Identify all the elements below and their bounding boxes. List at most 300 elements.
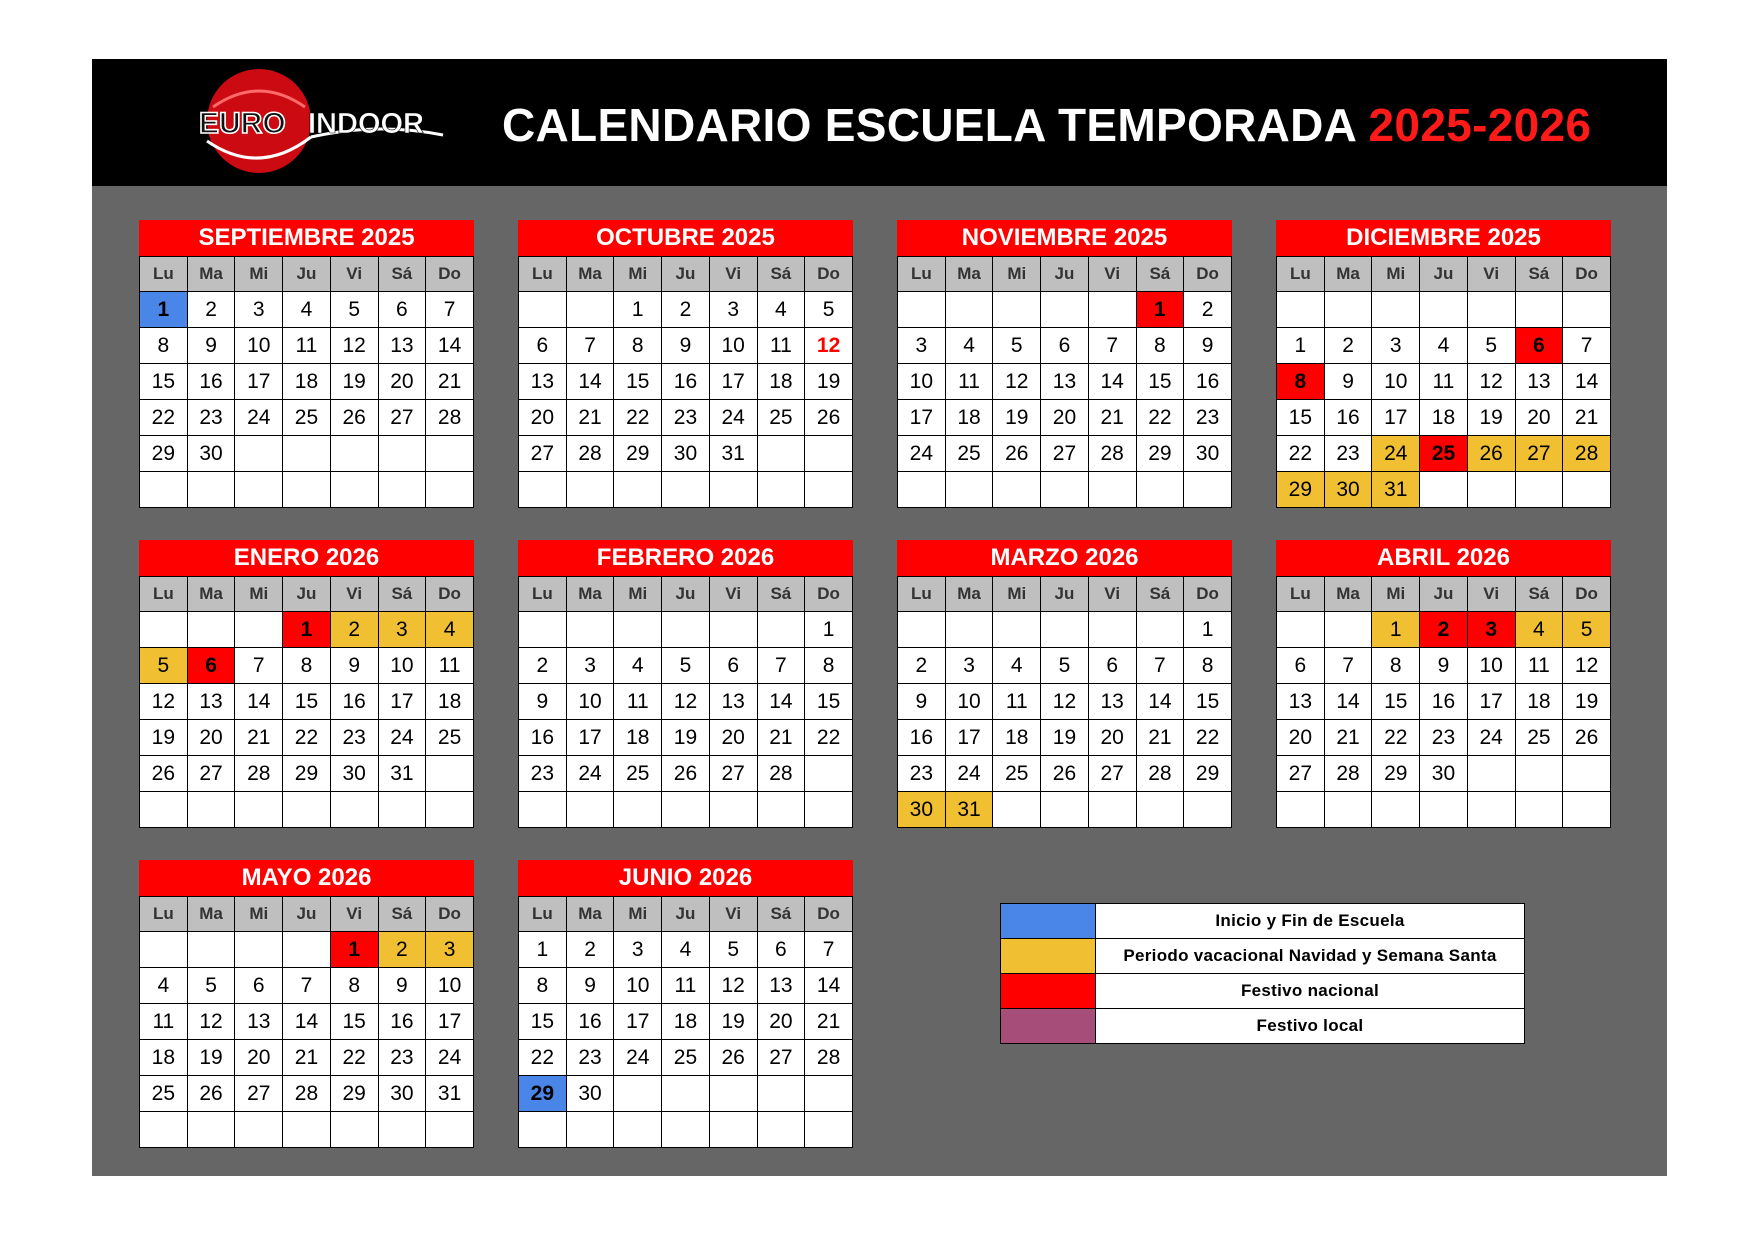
day-cell: 9 — [519, 684, 567, 720]
day-cell: 6 — [1088, 648, 1136, 684]
day-cell: 6 — [1277, 648, 1325, 684]
empty-day-cell — [1563, 292, 1611, 328]
day-cell: 31 — [709, 436, 757, 472]
empty-day-cell — [566, 792, 614, 828]
day-cell: 12 — [1467, 364, 1515, 400]
day-cell: 7 — [1324, 648, 1372, 684]
day-cell: 1 — [614, 292, 662, 328]
title-main: CALENDARIO ESCUELA TEMPORADA — [502, 99, 1356, 151]
day-cell: 7 — [426, 292, 474, 328]
day-cell: 10 — [1467, 648, 1515, 684]
day-cell: 16 — [330, 684, 378, 720]
day-cell: 19 — [1467, 400, 1515, 436]
day-cell: 12 — [1563, 648, 1611, 684]
empty-day-cell — [662, 472, 710, 508]
empty-day-cell — [662, 792, 710, 828]
day-cell: 24 — [566, 756, 614, 792]
day-cell: 28 — [1563, 436, 1611, 472]
day-cell: 11 — [945, 364, 993, 400]
day-cell: 5 — [662, 648, 710, 684]
day-cell: 29 — [519, 1076, 567, 1112]
weekday-header-row — [519, 257, 853, 292]
day-cell: 30 — [898, 792, 946, 828]
empty-day-cell — [140, 932, 188, 968]
weekday-label: Sá — [757, 257, 805, 292]
week-row — [140, 436, 474, 472]
day-cell: 26 — [140, 756, 188, 792]
day-cell: 11 — [757, 328, 805, 364]
month-calendar — [139, 860, 474, 1148]
weekday-label: Mi — [614, 577, 662, 612]
week-row — [519, 1004, 853, 1040]
weekday-label: Do — [805, 257, 853, 292]
day-cell: 26 — [805, 400, 853, 436]
weekday-label: Do — [1563, 257, 1611, 292]
day-cell: 14 — [1088, 364, 1136, 400]
day-cell: 28 — [566, 436, 614, 472]
week-row — [140, 364, 474, 400]
day-cell: 23 — [1324, 436, 1372, 472]
week-row — [140, 648, 474, 684]
empty-day-cell — [1041, 792, 1089, 828]
day-cell: 3 — [945, 648, 993, 684]
legend — [1000, 903, 1525, 1044]
day-cell: 4 — [1420, 328, 1468, 364]
week-row — [519, 792, 853, 828]
day-cell: 23 — [519, 756, 567, 792]
empty-day-cell — [519, 792, 567, 828]
day-cell: 2 — [662, 292, 710, 328]
empty-day-cell — [1467, 792, 1515, 828]
day-cell: 18 — [283, 364, 331, 400]
month-title: ENERO 2026 — [139, 540, 474, 576]
empty-day-cell — [330, 436, 378, 472]
day-cell: 29 — [283, 756, 331, 792]
week-row — [898, 472, 1232, 508]
empty-day-cell — [1041, 292, 1089, 328]
week-row — [140, 968, 474, 1004]
month-title: MARZO 2026 — [897, 540, 1232, 576]
day-cell: 7 — [757, 648, 805, 684]
empty-day-cell — [709, 1076, 757, 1112]
legend-label: Periodo vacacional Navidad y Semana Santa — [1096, 939, 1525, 974]
empty-day-cell — [709, 792, 757, 828]
day-cell: 23 — [330, 720, 378, 756]
day-cell: 7 — [1136, 648, 1184, 684]
day-cell: 3 — [235, 292, 283, 328]
day-cell: 9 — [662, 328, 710, 364]
weekday-label: Ma — [945, 577, 993, 612]
empty-day-cell — [235, 932, 283, 968]
weekday-label: Vi — [330, 577, 378, 612]
day-cell: 23 — [187, 400, 235, 436]
weekday-label: Ma — [945, 257, 993, 292]
week-row — [898, 364, 1232, 400]
empty-day-cell — [566, 292, 614, 328]
day-cell: 5 — [1563, 612, 1611, 648]
week-row — [898, 648, 1232, 684]
weekday-label: Ju — [1420, 577, 1468, 612]
day-cell: 14 — [235, 684, 283, 720]
day-cell: 4 — [426, 612, 474, 648]
empty-day-cell — [709, 1112, 757, 1148]
day-cell: 10 — [378, 648, 426, 684]
weekday-label: Mi — [235, 577, 283, 612]
day-cell: 25 — [945, 436, 993, 472]
empty-day-cell — [805, 792, 853, 828]
day-cell: 24 — [378, 720, 426, 756]
day-cell: 9 — [566, 968, 614, 1004]
empty-day-cell — [805, 472, 853, 508]
month-calendar — [518, 860, 853, 1148]
empty-day-cell — [283, 932, 331, 968]
weekday-label: Mi — [614, 257, 662, 292]
day-cell: 4 — [614, 648, 662, 684]
month-calendar — [139, 540, 474, 828]
empty-day-cell — [757, 436, 805, 472]
day-cell: 21 — [805, 1004, 853, 1040]
weekday-label: Lu — [1277, 577, 1325, 612]
day-cell: 21 — [426, 364, 474, 400]
day-cell: 9 — [1184, 328, 1232, 364]
day-cell: 30 — [566, 1076, 614, 1112]
week-row — [519, 472, 853, 508]
day-cell: 5 — [1467, 328, 1515, 364]
week-row — [519, 720, 853, 756]
empty-day-cell — [519, 292, 567, 328]
month-title: OCTUBRE 2025 — [518, 220, 853, 256]
day-cell: 19 — [140, 720, 188, 756]
weekday-header-row — [1277, 577, 1611, 612]
empty-day-cell — [235, 612, 283, 648]
weekday-header-row — [898, 577, 1232, 612]
week-row — [898, 720, 1232, 756]
weekday-label: Ma — [187, 897, 235, 932]
day-cell: 29 — [1372, 756, 1420, 792]
week-row — [1277, 328, 1611, 364]
day-cell: 25 — [140, 1076, 188, 1112]
weekday-label: Sá — [378, 577, 426, 612]
day-cell: 2 — [566, 932, 614, 968]
month-calendar — [139, 220, 474, 508]
day-cell: 14 — [1324, 684, 1372, 720]
weekday-label: Mi — [235, 257, 283, 292]
empty-day-cell — [1136, 612, 1184, 648]
weekday-label: Vi — [1467, 257, 1515, 292]
weekday-label: Do — [426, 897, 474, 932]
empty-day-cell — [993, 472, 1041, 508]
empty-day-cell — [757, 1112, 805, 1148]
day-cell: 26 — [993, 436, 1041, 472]
day-cell: 23 — [566, 1040, 614, 1076]
day-cell: 3 — [378, 612, 426, 648]
empty-day-cell — [187, 472, 235, 508]
weekday-label: Lu — [519, 257, 567, 292]
day-cell: 6 — [1041, 328, 1089, 364]
day-cell: 14 — [1136, 684, 1184, 720]
day-cell: 28 — [757, 756, 805, 792]
day-cell: 17 — [1372, 400, 1420, 436]
empty-day-cell — [519, 472, 567, 508]
day-cell: 22 — [283, 720, 331, 756]
weekday-label: Vi — [330, 897, 378, 932]
empty-day-cell — [1088, 612, 1136, 648]
empty-day-cell — [805, 1112, 853, 1148]
day-cell: 21 — [235, 720, 283, 756]
day-cell: 8 — [805, 648, 853, 684]
weekday-label: Mi — [1372, 257, 1420, 292]
weekday-header-row — [140, 257, 474, 292]
day-cell: 27 — [519, 436, 567, 472]
weekday-label: Sá — [757, 577, 805, 612]
day-cell: 30 — [1420, 756, 1468, 792]
day-cell: 27 — [757, 1040, 805, 1076]
day-cell: 2 — [1324, 328, 1372, 364]
day-cell: 4 — [757, 292, 805, 328]
weekday-label: Ma — [1324, 577, 1372, 612]
day-cell: 16 — [566, 1004, 614, 1040]
empty-day-cell — [1041, 472, 1089, 508]
weekday-label: Ju — [283, 897, 331, 932]
day-cell: 9 — [330, 648, 378, 684]
weekday-label: Do — [1563, 577, 1611, 612]
day-cell: 9 — [1324, 364, 1372, 400]
empty-day-cell — [805, 436, 853, 472]
empty-day-cell — [662, 1112, 710, 1148]
week-row — [1277, 436, 1611, 472]
day-cell: 2 — [378, 932, 426, 968]
day-cell: 21 — [566, 400, 614, 436]
day-cell: 9 — [187, 328, 235, 364]
day-cell: 13 — [519, 364, 567, 400]
day-cell: 14 — [426, 328, 474, 364]
empty-day-cell — [1515, 756, 1563, 792]
day-cell: 8 — [283, 648, 331, 684]
day-cell: 29 — [1277, 472, 1325, 508]
day-cell: 31 — [945, 792, 993, 828]
empty-day-cell — [1088, 792, 1136, 828]
day-cell: 11 — [993, 684, 1041, 720]
day-cell: 4 — [283, 292, 331, 328]
day-cell: 17 — [709, 364, 757, 400]
empty-day-cell — [426, 436, 474, 472]
empty-day-cell — [378, 1112, 426, 1148]
day-cell: 8 — [330, 968, 378, 1004]
weekday-label: Do — [805, 577, 853, 612]
month-title: SEPTIEMBRE 2025 — [139, 220, 474, 256]
day-cell: 22 — [330, 1040, 378, 1076]
day-cell: 5 — [187, 968, 235, 1004]
weekday-header-row — [140, 897, 474, 932]
empty-day-cell — [805, 756, 853, 792]
week-row — [898, 792, 1232, 828]
day-cell: 9 — [378, 968, 426, 1004]
day-cell: 16 — [378, 1004, 426, 1040]
empty-day-cell — [614, 1076, 662, 1112]
week-row — [140, 1040, 474, 1076]
empty-day-cell — [140, 792, 188, 828]
empty-day-cell — [330, 1112, 378, 1148]
day-cell: 25 — [757, 400, 805, 436]
day-cell: 7 — [1563, 328, 1611, 364]
day-cell: 3 — [1467, 612, 1515, 648]
day-cell: 15 — [283, 684, 331, 720]
month-title: ABRIL 2026 — [1276, 540, 1611, 576]
empty-day-cell — [140, 472, 188, 508]
day-cell: 7 — [1088, 328, 1136, 364]
day-cell: 1 — [519, 932, 567, 968]
week-row — [140, 1076, 474, 1112]
day-cell: 2 — [330, 612, 378, 648]
day-cell: 18 — [1420, 400, 1468, 436]
empty-day-cell — [426, 472, 474, 508]
empty-day-cell — [993, 612, 1041, 648]
empty-day-cell — [945, 472, 993, 508]
day-cell: 21 — [1563, 400, 1611, 436]
empty-day-cell — [330, 792, 378, 828]
day-cell: 11 — [662, 968, 710, 1004]
day-cell: 24 — [1467, 720, 1515, 756]
day-cell: 15 — [519, 1004, 567, 1040]
week-row — [1277, 292, 1611, 328]
day-cell: 18 — [614, 720, 662, 756]
legend-label: Festivo local — [1096, 1009, 1525, 1044]
weekday-label: Ju — [1420, 257, 1468, 292]
weekday-label: Sá — [1515, 257, 1563, 292]
day-cell: 8 — [140, 328, 188, 364]
day-cell: 22 — [805, 720, 853, 756]
day-cell: 6 — [235, 968, 283, 1004]
day-cell: 14 — [566, 364, 614, 400]
day-cell: 2 — [519, 648, 567, 684]
day-cell: 7 — [566, 328, 614, 364]
weekday-label: Ma — [566, 257, 614, 292]
empty-day-cell — [235, 472, 283, 508]
day-cell: 27 — [1041, 436, 1089, 472]
weekday-label: Ma — [187, 257, 235, 292]
day-cell: 11 — [140, 1004, 188, 1040]
day-cell: 5 — [140, 648, 188, 684]
empty-day-cell — [1324, 612, 1372, 648]
day-cell: 19 — [1563, 684, 1611, 720]
week-row — [1277, 472, 1611, 508]
empty-day-cell — [1467, 756, 1515, 792]
day-cell: 16 — [898, 720, 946, 756]
month-title: DICIEMBRE 2025 — [1276, 220, 1611, 256]
weekday-label: Do — [426, 257, 474, 292]
day-cell: 22 — [140, 400, 188, 436]
day-cell: 16 — [1420, 684, 1468, 720]
day-cell: 5 — [709, 932, 757, 968]
week-row — [898, 612, 1232, 648]
day-cell: 8 — [1277, 364, 1325, 400]
weekday-label: Ju — [662, 897, 710, 932]
day-cell: 6 — [1515, 328, 1563, 364]
day-cell: 18 — [426, 684, 474, 720]
empty-day-cell — [378, 792, 426, 828]
legend-row — [1001, 939, 1525, 974]
empty-day-cell — [1324, 792, 1372, 828]
day-cell: 2 — [898, 648, 946, 684]
title-years: 2025-2026 — [1368, 99, 1592, 151]
day-cell: 31 — [426, 1076, 474, 1112]
day-cell: 13 — [757, 968, 805, 1004]
weekday-label: Lu — [140, 897, 188, 932]
day-cell: 28 — [1324, 756, 1372, 792]
day-cell: 9 — [898, 684, 946, 720]
legend-row — [1001, 904, 1525, 939]
month-grid — [518, 576, 853, 828]
empty-day-cell — [378, 436, 426, 472]
month-calendar — [1276, 220, 1611, 508]
empty-day-cell — [566, 1112, 614, 1148]
day-cell: 25 — [993, 756, 1041, 792]
day-cell: 2 — [187, 292, 235, 328]
day-cell: 15 — [1372, 684, 1420, 720]
day-cell: 3 — [614, 932, 662, 968]
empty-day-cell — [426, 1112, 474, 1148]
day-cell: 21 — [1324, 720, 1372, 756]
day-cell: 17 — [566, 720, 614, 756]
empty-day-cell — [1324, 292, 1372, 328]
month-calendar — [897, 220, 1232, 508]
empty-day-cell — [1184, 472, 1232, 508]
day-cell: 30 — [1184, 436, 1232, 472]
day-cell: 24 — [235, 400, 283, 436]
day-cell: 1 — [140, 292, 188, 328]
empty-day-cell — [614, 472, 662, 508]
weekday-label: Ma — [187, 577, 235, 612]
day-cell: 12 — [662, 684, 710, 720]
day-cell: 6 — [378, 292, 426, 328]
weekday-header-row — [140, 577, 474, 612]
day-cell: 5 — [805, 292, 853, 328]
day-cell: 25 — [614, 756, 662, 792]
day-cell: 28 — [805, 1040, 853, 1076]
day-cell: 20 — [1277, 720, 1325, 756]
weekday-label: Sá — [1136, 577, 1184, 612]
empty-day-cell — [235, 792, 283, 828]
weekday-label: Vi — [1088, 577, 1136, 612]
day-cell: 5 — [1041, 648, 1089, 684]
day-cell: 17 — [898, 400, 946, 436]
day-cell: 1 — [805, 612, 853, 648]
day-cell: 14 — [805, 968, 853, 1004]
month-calendar — [518, 540, 853, 828]
day-cell: 25 — [1515, 720, 1563, 756]
day-cell: 8 — [1136, 328, 1184, 364]
empty-day-cell — [1136, 472, 1184, 508]
day-cell: 9 — [1420, 648, 1468, 684]
month-grid — [139, 256, 474, 508]
day-cell: 18 — [757, 364, 805, 400]
day-cell: 10 — [614, 968, 662, 1004]
day-cell: 22 — [1184, 720, 1232, 756]
empty-day-cell — [898, 612, 946, 648]
week-row — [519, 1076, 853, 1112]
weekday-label: Mi — [993, 257, 1041, 292]
weekday-label: Sá — [757, 897, 805, 932]
week-row — [140, 400, 474, 436]
week-row — [898, 328, 1232, 364]
weekday-label: Lu — [519, 897, 567, 932]
day-cell: 10 — [1372, 364, 1420, 400]
day-cell: 17 — [945, 720, 993, 756]
day-cell: 13 — [1041, 364, 1089, 400]
week-row — [519, 1112, 853, 1148]
day-cell: 28 — [1088, 436, 1136, 472]
empty-day-cell — [1420, 472, 1468, 508]
